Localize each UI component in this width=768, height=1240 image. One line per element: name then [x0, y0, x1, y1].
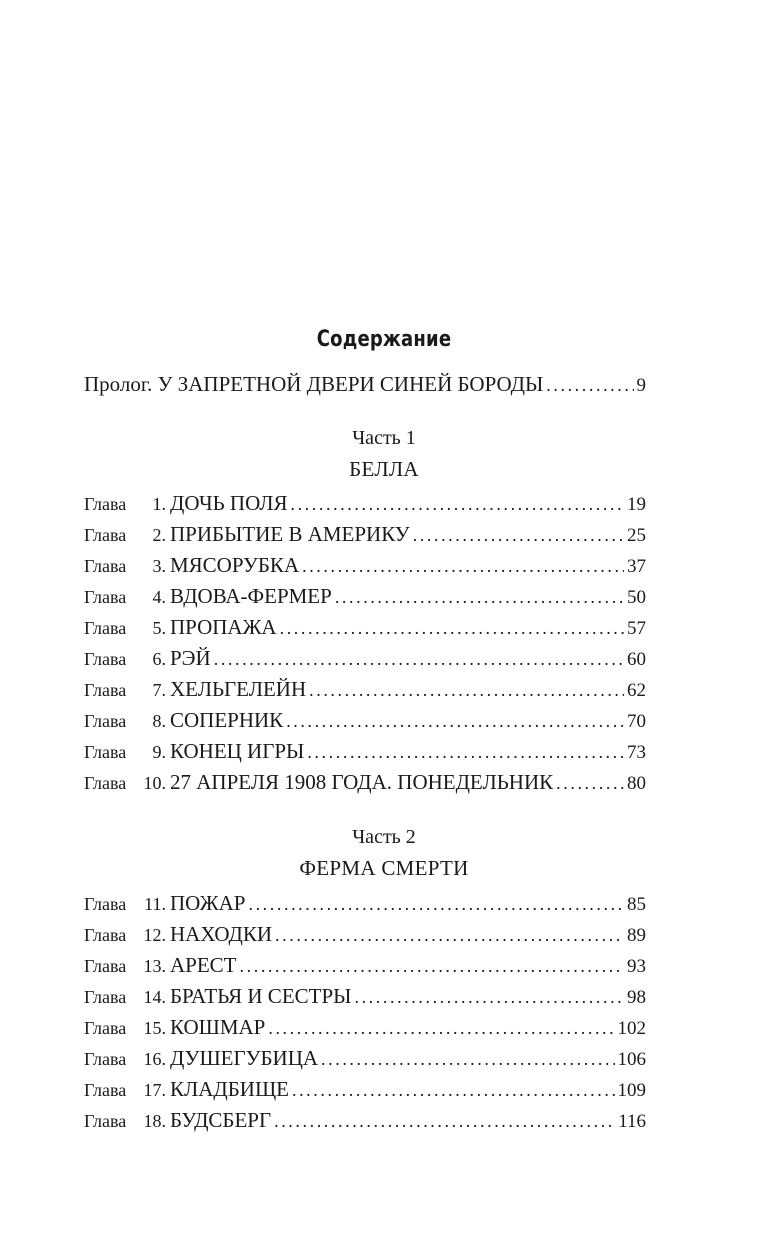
- part-1-chapter-list: [84, 491, 646, 801]
- dot-leader: [290, 494, 624, 515]
- toc-entry-chapter[interactable]: [84, 1108, 646, 1139]
- chapter-title: ДУШЕГУБИЦА: [170, 1046, 319, 1070]
- chapter-page-number: 73: [627, 742, 646, 763]
- chapter-page-number: 25: [627, 525, 646, 546]
- toc-entry-chapter[interactable]: [84, 615, 646, 646]
- chapter-page-number: 116: [618, 1111, 646, 1132]
- chapter-number: 17.: [143, 1080, 166, 1100]
- dot-leader: [321, 1049, 614, 1070]
- chapter-page-number: 106: [617, 1049, 646, 1070]
- toc-entry-chapter[interactable]: [84, 891, 646, 922]
- chapter-word: Глава: [84, 742, 127, 762]
- toc-entry-chapter[interactable]: [84, 491, 646, 522]
- chapter-page-number: 62: [627, 680, 646, 701]
- chapter-title: ВДОВА-ФЕРМЕР: [170, 584, 332, 608]
- toc-entry-chapter[interactable]: [84, 953, 646, 984]
- chapter-page-number: 98: [627, 987, 646, 1008]
- chapter-word: Глава: [84, 1018, 127, 1038]
- dot-leader: [309, 680, 624, 701]
- chapter-page-number: 109: [617, 1080, 646, 1101]
- chapter-title: КОШМАР: [170, 1015, 266, 1039]
- toc-entry-chapter[interactable]: [84, 739, 646, 770]
- chapter-number: 15.: [143, 1018, 166, 1038]
- prologue-title: Пролог. У ЗАПРЕТНОЙ ДВЕРИ СИНЕЙ БОРОДЫ: [84, 372, 544, 396]
- chapter-page-number: 93: [627, 956, 646, 977]
- dot-leader: [556, 773, 624, 794]
- chapter-word: Глава: [84, 711, 127, 731]
- chapter-title: 27 АПРЕЛЯ 1908 ГОДА. ПОНЕДЕЛЬНИК: [170, 770, 554, 794]
- chapter-title: БРАТЬЯ И СЕСТРЫ: [170, 984, 352, 1008]
- chapter-number: 1.: [152, 494, 166, 514]
- chapter-number: 14.: [143, 987, 166, 1007]
- toc-entry-prologue[interactable]: [84, 372, 646, 397]
- chapter-title: АРЕСТ: [170, 953, 237, 977]
- dot-leader: [354, 987, 624, 1008]
- chapter-title: СОПЕРНИК: [170, 708, 284, 732]
- dot-leader: [240, 956, 624, 977]
- chapter-word: Глава: [84, 956, 127, 976]
- chapter-word: Глава: [84, 773, 127, 793]
- chapter-number: 11.: [144, 894, 166, 914]
- dot-leader: [413, 525, 624, 546]
- chapter-number: 12.: [143, 925, 166, 945]
- chapter-number: 3.: [152, 556, 166, 576]
- toc-entry-chapter[interactable]: [84, 522, 646, 553]
- dot-leader: [302, 556, 624, 577]
- chapter-page-number: 57: [627, 618, 646, 639]
- part-1-heading: [0, 423, 768, 485]
- part-2-heading: [0, 822, 768, 884]
- chapter-page-number: 19: [627, 494, 646, 515]
- chapter-number: 2.: [152, 525, 166, 545]
- chapter-title: МЯСОРУБКА: [170, 553, 300, 577]
- dot-leader: [292, 1080, 615, 1101]
- toc-entry-chapter[interactable]: [84, 922, 646, 953]
- chapter-number: 13.: [143, 956, 166, 976]
- chapter-number: 6.: [152, 649, 166, 669]
- chapter-page-number: 80: [627, 773, 646, 794]
- chapter-title: КЛАДБИЩЕ: [170, 1077, 289, 1101]
- chapter-page-number: 60: [627, 649, 646, 670]
- chapter-title: РЭЙ: [170, 646, 211, 670]
- chapter-page-number: 102: [617, 1018, 646, 1039]
- prologue-page-number: 9: [636, 375, 646, 396]
- chapter-word: Глава: [84, 525, 127, 545]
- dot-leader: [546, 375, 633, 396]
- part-2-chapter-list: [84, 891, 646, 1139]
- chapter-number: 16.: [143, 1049, 166, 1069]
- dot-leader: [214, 649, 624, 670]
- toc-entry-chapter[interactable]: [84, 708, 646, 739]
- chapter-page-number: 89: [627, 925, 646, 946]
- chapter-title: ПРИБЫТИЕ В АМЕРИКУ: [170, 522, 410, 546]
- chapter-title: ДОЧЬ ПОЛЯ: [170, 491, 288, 515]
- toc-title: Содержание: [316, 327, 452, 352]
- chapter-word: Глава: [84, 494, 127, 514]
- dot-leader: [248, 894, 624, 915]
- chapter-title: БУДСБЕРГ: [170, 1108, 272, 1132]
- toc-entry-chapter[interactable]: [84, 984, 646, 1015]
- part-2-label: Часть 2: [352, 826, 416, 848]
- chapter-word: Глава: [84, 987, 127, 1007]
- chapter-number: 4.: [152, 587, 166, 607]
- dot-leader: [280, 618, 624, 639]
- chapter-number: 5.: [152, 618, 166, 638]
- chapter-number: 10.: [143, 773, 166, 793]
- dot-leader: [268, 1018, 614, 1039]
- part-1-name: БЕЛЛА: [349, 457, 419, 481]
- dot-leader: [275, 925, 624, 946]
- chapter-number: 8.: [152, 711, 166, 731]
- chapter-word: Глава: [84, 587, 127, 607]
- dot-leader: [335, 587, 624, 608]
- chapter-title: ХЕЛЬГЕЛЕЙН: [170, 677, 307, 701]
- toc-entry-chapter[interactable]: [84, 1015, 646, 1046]
- chapter-page-number: 70: [627, 711, 646, 732]
- chapter-title: КОНЕЦ ИГРЫ: [170, 739, 305, 763]
- chapter-number: 7.: [152, 680, 166, 700]
- toc-entry-chapter[interactable]: [84, 677, 646, 708]
- chapter-page-number: 50: [627, 587, 646, 608]
- chapter-word: Глава: [84, 894, 127, 914]
- chapter-number: 9.: [152, 742, 166, 762]
- toc-entry-chapter[interactable]: [84, 770, 646, 801]
- chapter-title: НАХОДКИ: [170, 922, 273, 946]
- chapter-page-number: 85: [627, 894, 646, 915]
- chapter-word: Глава: [84, 1111, 127, 1131]
- dot-leader: [307, 742, 624, 763]
- chapter-word: Глава: [84, 1049, 127, 1069]
- toc-entry-chapter[interactable]: [84, 584, 646, 615]
- chapter-page-number: 37: [627, 556, 646, 577]
- part-2-name: ФЕРМА СМЕРТИ: [299, 856, 469, 880]
- chapter-title: ПРОПАЖА: [170, 615, 277, 639]
- chapter-word: Глава: [84, 925, 127, 945]
- chapter-title: ПОЖАР: [170, 891, 246, 915]
- toc-entry-chapter[interactable]: [84, 1046, 646, 1077]
- chapter-word: Глава: [84, 1080, 127, 1100]
- toc-entry-chapter[interactable]: [84, 646, 646, 677]
- toc-entry-chapter[interactable]: [84, 1077, 646, 1108]
- chapter-word: Глава: [84, 556, 127, 576]
- chapter-number: 18.: [143, 1111, 166, 1131]
- toc-entry-chapter[interactable]: [84, 553, 646, 584]
- dot-leader: [274, 1111, 615, 1132]
- part-1-label: Часть 1: [352, 427, 416, 449]
- chapter-word: Глава: [84, 649, 127, 669]
- chapter-word: Глава: [84, 680, 127, 700]
- chapter-word: Глава: [84, 618, 127, 638]
- dot-leader: [286, 711, 624, 732]
